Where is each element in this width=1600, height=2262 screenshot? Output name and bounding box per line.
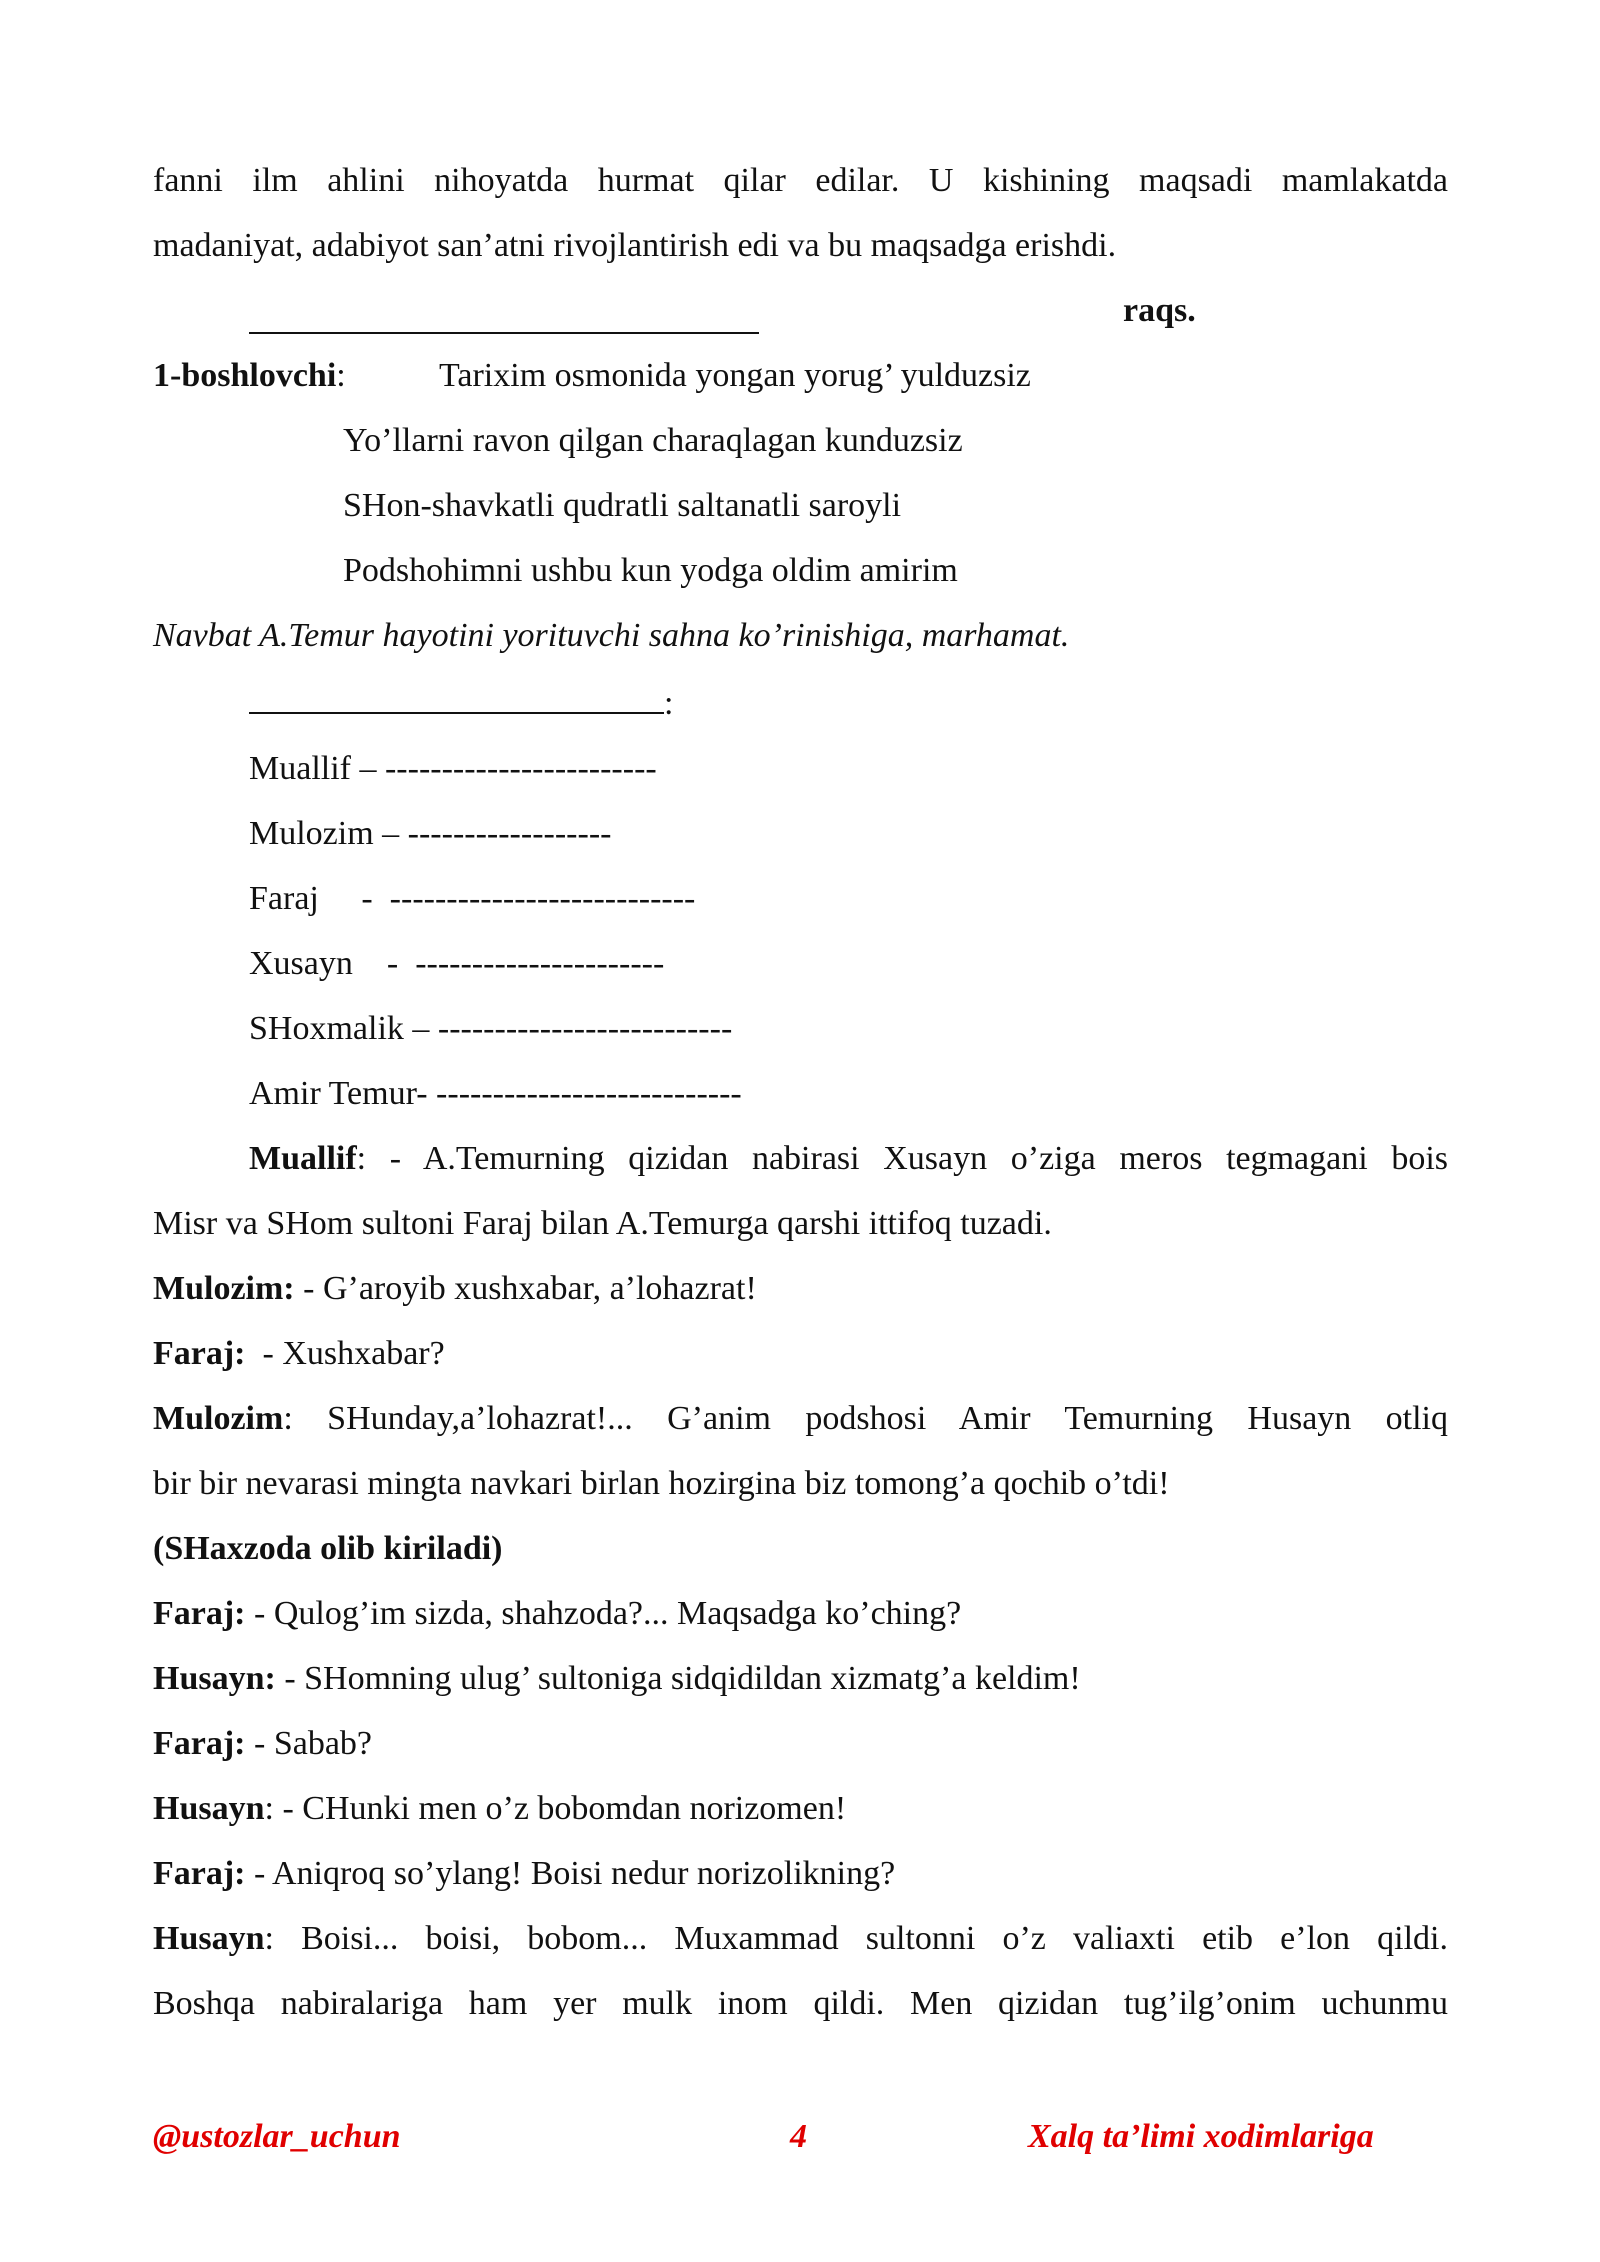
- speaker-name: Husayn:: [153, 1660, 276, 1697]
- speaker-name: Faraj:: [153, 1855, 246, 1892]
- dialogue-text: - CHunki men o’z bobomdan norizomen!: [282, 1790, 847, 1827]
- dialogue-line: [153, 1386, 1448, 1451]
- cast-item: Xusayn - ----------------------: [249, 945, 665, 982]
- stage-direction-text: (SHaxzoda olib kiriladi): [153, 1530, 503, 1567]
- speaker-name: Mulozim: [153, 1400, 284, 1437]
- speaker-name: Faraj:: [153, 1725, 246, 1762]
- speaker-name: Husayn: [153, 1790, 265, 1827]
- speaker-name: Faraj:: [153, 1335, 246, 1372]
- poem-speaker-name: 1-boshlovchi: [153, 357, 337, 394]
- separator: [246, 1335, 263, 1372]
- dialogue-text: - SHomning ulug’ sultoniga sidqidildan xizmatg’a keldim!: [284, 1660, 1081, 1697]
- dialogue-continuation: Boshqa nabiralariga ham yer mulk inom qildi. Men qizidan tug’ilg’onim uchunmu: [153, 1985, 1448, 2022]
- poem-speaker: [153, 343, 346, 408]
- footer-title: Xalq ta’limi xodimlariga: [1028, 2118, 1374, 2155]
- footer-channel-link[interactable]: @ustozlar_uchun: [153, 2118, 401, 2155]
- separator: [246, 1855, 255, 1892]
- dialogue-text: - Qulog’im sizda, shahzoda?... Maqsadga ko’ching?: [254, 1595, 962, 1632]
- separator: [246, 1595, 255, 1632]
- speaker-name: Husayn: [153, 1920, 265, 1957]
- dialogue-line: [153, 1256, 1448, 1321]
- dialogue-line: [153, 1711, 1448, 1776]
- document-body: [153, 148, 1448, 2036]
- announcement: Navbat A.Temur hayotini yorituvchi sahna ko’rinishiga, marhamat.: [153, 617, 1070, 654]
- cast-item: Amir Temur- ---------------------------: [249, 1075, 742, 1112]
- stage-direction: [153, 1516, 1448, 1581]
- dialogue-continuation: Misr va SHom sultoni Faraj bilan A.Temurga qarshi ittifoq tuzadi.: [153, 1205, 1052, 1242]
- poem-line-3: SHon-shavkatli qudratli saltanatli saroyli: [343, 487, 902, 524]
- cast-item: Mulozim – ------------------: [249, 815, 612, 852]
- dialogue-text: SHunday,a’lohazrat!... G’anim podshosi Amir Temurning Husayn otliq: [327, 1400, 1449, 1437]
- cast-colon: :: [664, 685, 674, 722]
- separator: :: [356, 1140, 390, 1177]
- poem-line-2: Yo’llarni ravon qilgan charaqlagan kunduzsiz: [343, 422, 963, 459]
- raqs-label: raqs.: [1123, 292, 1196, 329]
- dialogue-continuation: bir bir nevarasi mingta navkari birlan hozirgina biz tomong’a qochib o’tdi!: [153, 1465, 1170, 1502]
- separator: [246, 1725, 255, 1762]
- dialogue-text: - A.Temurning qizidan nabirasi Xusayn o’ziga meros tegmagani bois: [389, 1140, 1448, 1177]
- blank-underline-2: [249, 668, 664, 714]
- dialogue-text: - Xushxabar?: [262, 1335, 445, 1372]
- cast-item: SHoxmalik – --------------------------: [249, 1010, 733, 1047]
- poem-line-4: Podshohimni ushbu kun yodga oldim amirim: [343, 552, 958, 589]
- dialogue-line: [153, 1126, 1448, 1191]
- dialogue-line: [153, 1646, 1448, 1711]
- dialogue-text: - Sabab?: [254, 1725, 373, 1762]
- poem-speaker-colon: :: [336, 357, 346, 394]
- dialogue-text: - Aniqroq so’ylang! Boisi nedur norizolikning?: [254, 1855, 896, 1892]
- poem-first-row: [153, 343, 1448, 408]
- dialogue-line: [153, 1321, 1448, 1386]
- speaker-name: Mulozim:: [153, 1270, 295, 1307]
- dialogue-text: Boisi... boisi, bobom... Muxammad sultonni o’z valiaxti etib e’lon qildi.: [301, 1920, 1448, 1957]
- separator: :: [264, 1790, 283, 1827]
- cast-item: Faraj - ---------------------------: [249, 880, 696, 917]
- intro-line-1: fanni ilm ahlini nihoyatda hurmat qilar edilar. U kishining maqsadi mamlakatda: [153, 162, 1448, 199]
- separator: :: [264, 1920, 302, 1957]
- page-number: 4: [790, 2118, 807, 2155]
- cast-header: [153, 668, 1448, 736]
- page-footer: [0, 2118, 1600, 2178]
- dialogue-line: [153, 1841, 1448, 1906]
- dialogue-line: [153, 1906, 1448, 1971]
- dialogue-line: [153, 1776, 1448, 1841]
- dialogue-text: - G’aroyib xushxabar, a’lohazrat!: [303, 1270, 757, 1307]
- dialogue-line: [153, 1581, 1448, 1646]
- raqs-row: [153, 278, 1448, 343]
- speaker-name: Faraj:: [153, 1595, 246, 1632]
- separator: :: [283, 1400, 328, 1437]
- blank-underline: [249, 288, 759, 334]
- separator: [295, 1270, 304, 1307]
- intro-line-2: madaniyat, adabiyot san’atni rivojlantirish edi va bu maqsadga erishdi.: [153, 227, 1117, 264]
- poem-line-1: Tarixim osmonida yongan yorug’ yulduzsiz: [439, 357, 1031, 394]
- cast-item: Muallif – ------------------------: [249, 750, 657, 787]
- speaker-name: Muallif: [249, 1140, 357, 1177]
